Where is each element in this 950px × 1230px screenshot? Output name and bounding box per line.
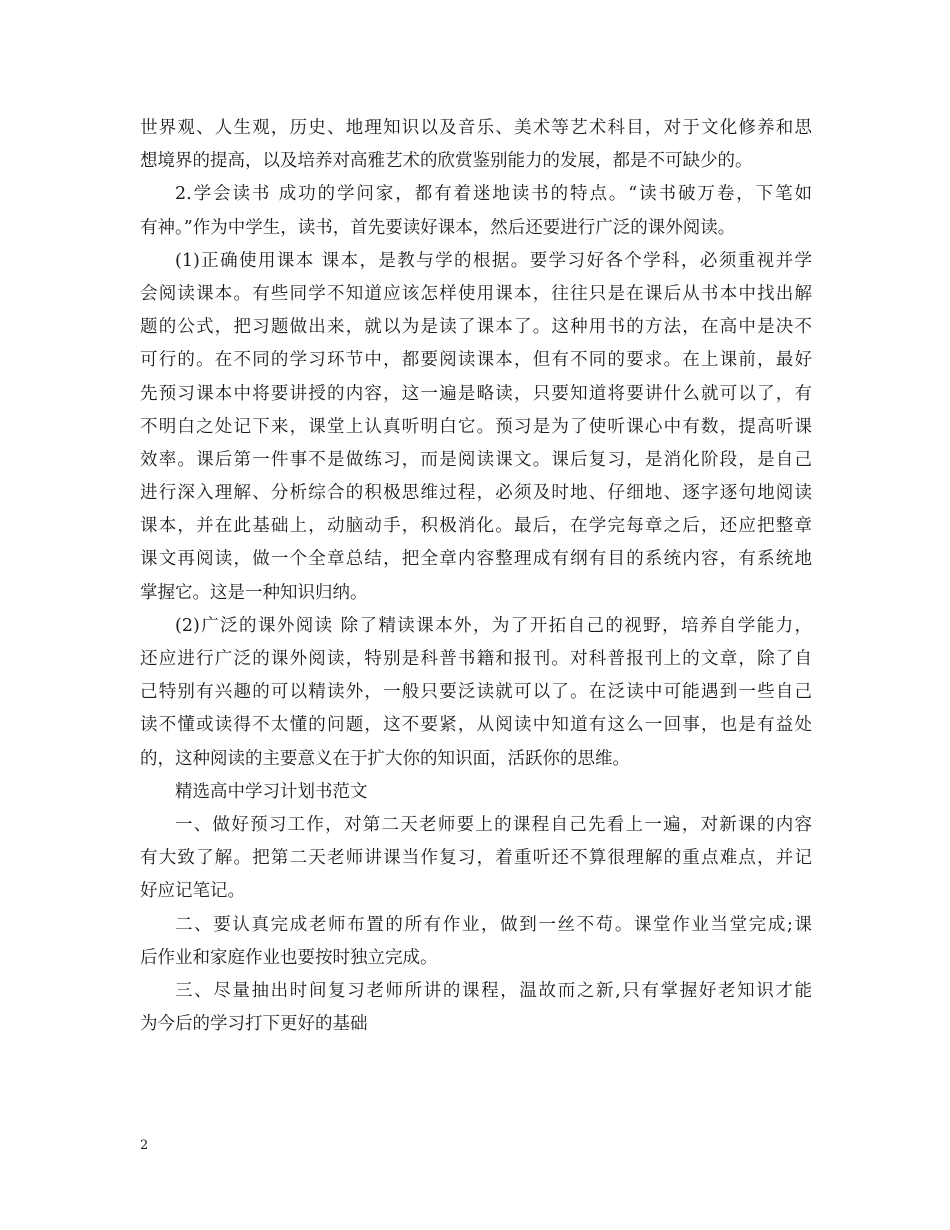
text-line: 课本，并在此基础上，动脑动手，积极消化。最后，在学完每章之后，还应把整章 xyxy=(140,516,812,537)
text-line: 想境界的提高，以及培养对高雅艺术的欣赏鉴别能力的发展，都是不可缺少的。 xyxy=(140,151,753,172)
text-line: 进行深入理解、分析综合的积极思维过程，必须及时地、仔细地、逐字逐句地阅读 xyxy=(140,483,812,504)
text-line: 为今后的学习打下更好的基础 xyxy=(140,1014,368,1035)
text-line: 有大致了解。把第二天老师讲课当作复习，着重听还不算很理解的重点难点，并记 xyxy=(140,848,812,869)
text-line: (2)广泛的课外阅读 除了精读课本外，为了开拓自己的视野，培养自学能力， xyxy=(175,615,812,636)
text-line: 二、要认真完成老师布置的所有作业，做到一丝不苟。课堂作业当堂完成;课 xyxy=(175,914,812,935)
text-line: 可行的。在不同的学习环节中，都要阅读课本，但有不同的要求。在上课前，最好 xyxy=(140,350,812,371)
text-line: 一、做好预习工作，对第二天老师要上的课程自己先看上一遍，对新课的内容 xyxy=(175,814,812,835)
document-body xyxy=(140,112,812,1041)
text-line: 读不懂或读得不太懂的问题，这不要紧，从阅读中知道有这么一回事，也是有益处 xyxy=(140,715,812,736)
text-line: 不明白之处记下来，课堂上认真听明白它。预习是为了使听课心中有数，提高听课 xyxy=(140,416,812,437)
text-line: 后作业和家庭作业也要按时独立完成。 xyxy=(140,947,438,968)
text-line: 题的公式，把习题做出来，就以为是读了课本了。这种用书的方法，在高中是决不 xyxy=(140,317,812,338)
text-line: 世界观、人生观，历史、地理知识以及音乐、美术等艺术科目，对于文化修养和思 xyxy=(140,118,812,138)
text-line: 有神。”作为中学生，读书，首先要读好课本，然后还要进行广泛的课外阅读。 xyxy=(140,217,736,238)
text-line: 的，这种阅读的主要意义在于扩大你的知识面，活跃你的思维。 xyxy=(140,748,630,769)
text-line: 三、尽量抽出时间复习老师所讲的课程，温故而之新,只有掌握好老知识才能 xyxy=(175,980,812,1001)
text-line: (1)正确使用课本 课本，是教与学的根据。要学习好各个学科，必须重视并学 xyxy=(175,250,812,271)
text-line: 课文再阅读，做一个全章总结，把全章内容整理成有纲有目的系统内容，有系统地 xyxy=(140,549,812,570)
text-line: 先预习课本中将要讲授的内容，这一遍是略读，只要知道将要讲什么就可以了，有 xyxy=(140,383,812,404)
text-line: 会阅读课本。有些同学不知道应该怎样使用课本，往往只是在课后从书本中找出解 xyxy=(140,283,812,304)
text-line: 掌握它。这是一种知识归纳。 xyxy=(140,582,368,603)
text-line: 效率。课后第一件事不是做练习，而是阅读课文。课后复习，是消化阶段，是自己 xyxy=(140,449,812,470)
page-number: 2 xyxy=(140,1138,149,1153)
text-line: 己特别有兴趣的可以精读外，一般只要泛读就可以了。在泛读中可能遇到一些自己 xyxy=(140,682,812,703)
text-line: 还应进行广泛的课外阅读，特别是科普书籍和报刊。对科普报刊上的文章，除了自 xyxy=(140,649,812,669)
text-line: 好应记笔记。 xyxy=(140,881,245,902)
text-line: 2.学会读书 成功的学问家，都有着迷地读书的特点。“读书破万卷，下笔如 xyxy=(175,184,812,205)
section-heading: 精选高中学习计划书范文 xyxy=(175,781,368,802)
